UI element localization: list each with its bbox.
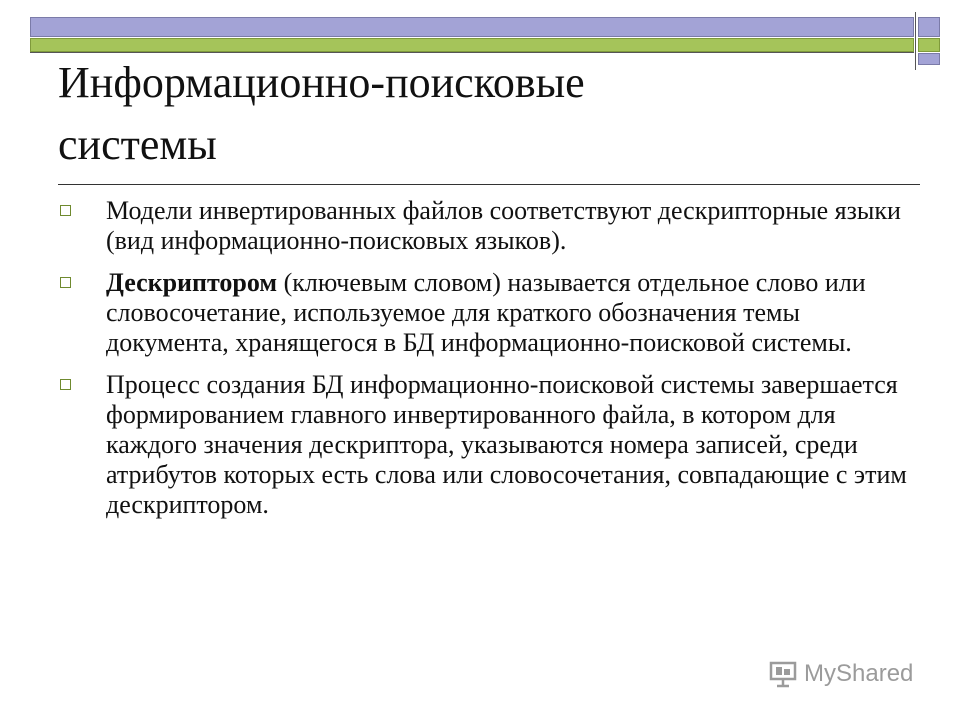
bullet-text: Процесс создания БД информационно-поисковой системы завершается формированием главного инвертированного файла, в котором для каждого значения дескриптора, указываются номера записей, среди атрибутов которых есть слова или словосочетания, совпадающие с этим дескриптором.	[106, 370, 907, 519]
corner-square-green	[918, 38, 940, 52]
corner-square-blue	[918, 17, 940, 37]
bullet-list	[60, 196, 920, 532]
bullet-item	[60, 268, 920, 358]
bullet-text: (ключевым словом) называется отдельное слово или словосочетание, используемое для краткого обозначения темы документа, хранящегося в БД информационно-поисковой системы.	[106, 268, 866, 357]
square-bullet-icon	[60, 379, 71, 390]
bullet-text: Модели инвертированных файлов соответствуют дескрипторные языки (вид информационно-поисковых языков).	[106, 196, 901, 255]
presentation-icon	[768, 659, 798, 689]
bullet-item	[60, 370, 920, 520]
slide-title	[58, 52, 858, 176]
title-underline	[58, 184, 920, 185]
slide-title-line2: системы	[58, 120, 217, 169]
square-bullet-icon	[60, 205, 71, 216]
header-bar-blue	[30, 17, 914, 37]
watermark-text: MyShared	[804, 660, 914, 687]
slide-title-line1: Информационно-поисковые	[58, 58, 585, 107]
header-bar-green	[30, 38, 914, 52]
bullet-item	[60, 196, 920, 256]
header-vertical-divider	[915, 12, 916, 70]
bullet-term: Дескриптором	[106, 268, 278, 297]
corner-square-blue-small	[918, 53, 940, 65]
square-bullet-icon	[60, 277, 71, 288]
watermark	[768, 657, 913, 691]
